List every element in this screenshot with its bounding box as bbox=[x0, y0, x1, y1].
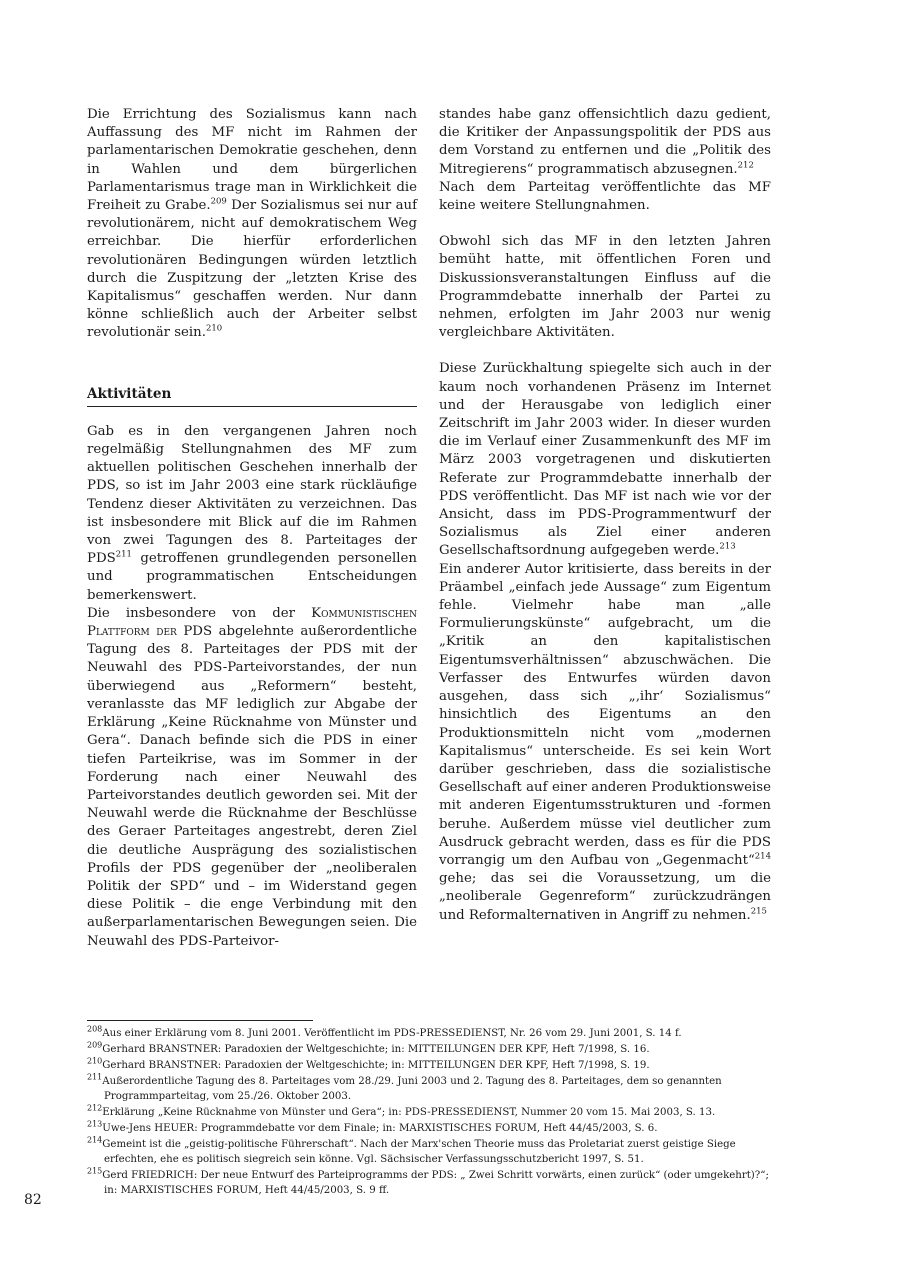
right-column bbox=[439, 106, 771, 925]
footnote: $^{209}$Gerhard BRANSTNER: Paradoxien der Weltgeschichte; in: MITTEILUNGEN DER KPF, Heft 7/1998, S. 16. bbox=[87, 1040, 650, 1055]
paragraph: Ein anderer Autor kritisierte, dass bereits in der Präambel „einfach jede Aussage“ zum Eigentum fehle. Vielmehr habe man „alle Formulierungskünste“ aufgebracht, um die „Kritik an den kapitalistischen Eigentumsverhältnissen“ abzuschwächen. Die Verfasser des Entwurfes würden davon ausgehen, dass sich „‚ihr‘ Sozialismus“ hinsichtlich des Eigentums an den Produktionsmitteln nicht vom „modernen Kapitalismus“ unterscheide. Es sei kein Wort darüber geschrieben, dass die sozialistische Gesellschaft auf einer anderen Produktionsweise mit anderen Eigentumsstrukturen und -formen beruhe. Außerdem müsse viel deutlicher zum Ausdruck gebracht werden, dass es für die PDS vorrangig um den Aufbau von „Gegenmacht“$^{214}$ gehe; das sei die Voraussetzung, um die „neoliberale Gegenreform“ zurückzudrängen und Reformalternativen in Angriff zu nehmen.$^{215}$ bbox=[439, 561, 771, 923]
footnote-ref[interactable]: 210 bbox=[205, 324, 223, 335]
footnote-number: 215 bbox=[87, 1166, 103, 1176]
left-column bbox=[87, 106, 417, 951]
footnote-separator bbox=[87, 1020, 313, 1021]
section-heading-rule bbox=[87, 385, 417, 407]
paragraph: Die insbesondere von der Kommunistischen Plattform der PDS abgelehnte außerordentliche Tagung des 8. Parteitages der PDS mit der Neuwahl des PDS-Parteivorstandes, der nun überwiegend aus „Reformern“ besteht, veranlasste das MF lediglich zur Abgabe der Erklärung „Keine Rücknahme von Münster und Gera“. Danach befinde sich die PDS in einer tiefen Parteikrise, was im Sommer in der Forderung nach einer Neuwahl des Parteivorstandes deutlich geworden sei. Mit der Neuwahl werde die Rücknahme der Beschlüsse des Geraer Parteitages angestrebt, deren Ziel die deutliche Ausprägung des sozialistischen Profils der PDS gegenüber der „neoliberalen Politik der SPD“ und – im Widerstand gegen diese Politik – die enge Verbindung mit den außerparlamentarischen Bewegungen seien. Die Neuwahl des PDS-Parteivor- bbox=[87, 605, 418, 949]
footnote-number: 214 bbox=[87, 1135, 103, 1145]
footnote-ref[interactable]: 214 bbox=[754, 851, 771, 862]
paragraph: Nach dem Parteitag veröffentlichte das MF keine weitere Stellungnahmen. bbox=[439, 179, 771, 214]
footnote: $^{213}$Uwe-Jens HEUER: Programmdebatte vor dem Finale; in: MARXISTISCHES FORUM, Heft 44/45/2003, S. 6. bbox=[87, 1119, 658, 1134]
paragraph: Obwohl sich das MF in den letzten Jahren bemüht hatte, mit öffentlichen Foren und Diskussionsveranstaltungen Einfluss auf die Programmdebatte innerhalb der Partei zu nehmen, erfolgten im Jahr 2003 nur wenig vergleichbare Aktivitäten. bbox=[439, 234, 771, 341]
footnote-number: 210 bbox=[87, 1056, 103, 1066]
footnote: $^{212}$Erklärung „Keine Rücknahme von Münster und Gera“; in: PDS-PRESSEDIENST, Nummer 20 vom 15. Mai 2003, S. 13. bbox=[87, 1103, 716, 1118]
paragraph: Gab es in den vergangenen Jahren noch regelmäßig Stellungnahmen des MF zum aktuellen politischen Geschehen innerhalb der PDS, so ist im Jahr 2003 eine stark rückläufige Tendenz dieser Aktivitäten zu verzeichnen. Das ist insbesondere mit Blick auf die im Rahmen von zwei Tagungen des 8. Parteitages der PDS$^{211}$ getroffenen grundlegenden personellen und programmatischen Entscheidungen bemerkenswert. bbox=[87, 423, 417, 603]
footnote: $^{211}$Außerordentliche Tagung des 8. Parteitages vom 28./29. Juni 2003 und 2. Tagung des 8. Parteitages, dem so genannten Programmparteitag, vom 25./26. Oktober 2003. bbox=[87, 1072, 722, 1102]
footnote-ref[interactable]: 211 bbox=[115, 549, 132, 560]
footnote: $^{210}$Gerhard BRANSTNER: Paradoxien der Weltgeschichte; in: MITTEILUNGEN DER KPF, Heft 7/1998, S. 19. bbox=[87, 1056, 650, 1071]
page-number: 82 bbox=[24, 1192, 42, 1208]
footnote-number: 213 bbox=[87, 1119, 103, 1129]
footnote-ref[interactable]: 212 bbox=[737, 160, 754, 171]
footnote-ref[interactable]: 213 bbox=[719, 542, 736, 553]
section-heading: Aktivitäten bbox=[87, 385, 172, 402]
paragraph: Die Errichtung des Sozialismus kann nach Auffassung des MF nicht im Rahmen der parlamentarischen Demokratie geschehen, denn in Wahlen und dem bürgerlichen Parlamentarismus trage man in Wirklichkeit die Freiheit zu Grabe.$^{209}$ Der Sozialismus sei nur auf revolutionärem, nicht auf demokratischem Weg erreichbar. Die hierfür erforderlichen revolutionären Bedingungen würden letztlich durch die Zuspitzung der „letzten Krise des Kapitalismus“ geschaffen werden. Nur dann könne schließlich auch der Arbeiter selbst revolutionär sein.$^{210}$ bbox=[87, 107, 417, 341]
footnote: $^{214}$Gemeint ist die „geistig-politische Führerschaft“. Nach der Marx'schen Theorie muss das Proletariat zuerst geistige Siege erfechten, ehe es politisch siegreich sein könne. Vgl. Sächsischer Verfassungsschutzbericht 1997, S. 51. bbox=[87, 1135, 736, 1165]
footnotes bbox=[87, 1026, 777, 1199]
footnote: $^{208}$Aus einer Erklärung vom 8. Juni 2001. Veröffentlicht im PDS-PRESSEDIENST, Nr. 26 vom 29. Juni 2001, S. 14 f. bbox=[87, 1024, 682, 1039]
footnote-number: 209 bbox=[87, 1040, 103, 1050]
footnote-ref[interactable]: 215 bbox=[750, 906, 767, 917]
footnote: $^{215}$Gerd FRIEDRICH: Der neue Entwurf des Parteiprogramms der PDS: „ Zwei Schritt vorwärts, einen zurück“ (oder umgekehrt)?“; in: MARXISTISCHES FORUM, Heft 44/45/2003, S. 9 ff. bbox=[87, 1166, 769, 1196]
footnote-number: 211 bbox=[87, 1072, 103, 1082]
footnote-number: 208 bbox=[87, 1024, 103, 1034]
small-caps-name: Kommunistischen Plattform der bbox=[87, 605, 417, 640]
paragraph: Diese Zurückhaltung spiegelte sich auch in der kaum noch vorhandenen Präsenz im Internet und der Herausgabe von lediglich einer Zeitschrift im Jahr 2003 wider. In dieser wurden die im Verlauf einer Zusammenkunft des MF im März 2003 vorgetragenen und diskutierten Referate zur Programmdebatte innerhalb der PDS veröffentlicht. Das MF ist nach wie vor der Ansicht, dass im PDS-Programmentwurf der Sozialismus als Ziel einer anderen Gesellschaftsordnung aufgegeben werde.$^{213}$ bbox=[439, 361, 771, 559]
footnote-number: 212 bbox=[87, 1103, 103, 1113]
footnote-ref[interactable]: 209 bbox=[210, 196, 227, 207]
paragraph: standes habe ganz offensichtlich dazu gedient, die Kritiker der Anpassungspolitik der PDS aus dem Vorstand zu entfernen und die „Politik des Mitregierens“ programmatisch abzusegnen.$^{212}$ bbox=[439, 107, 771, 177]
